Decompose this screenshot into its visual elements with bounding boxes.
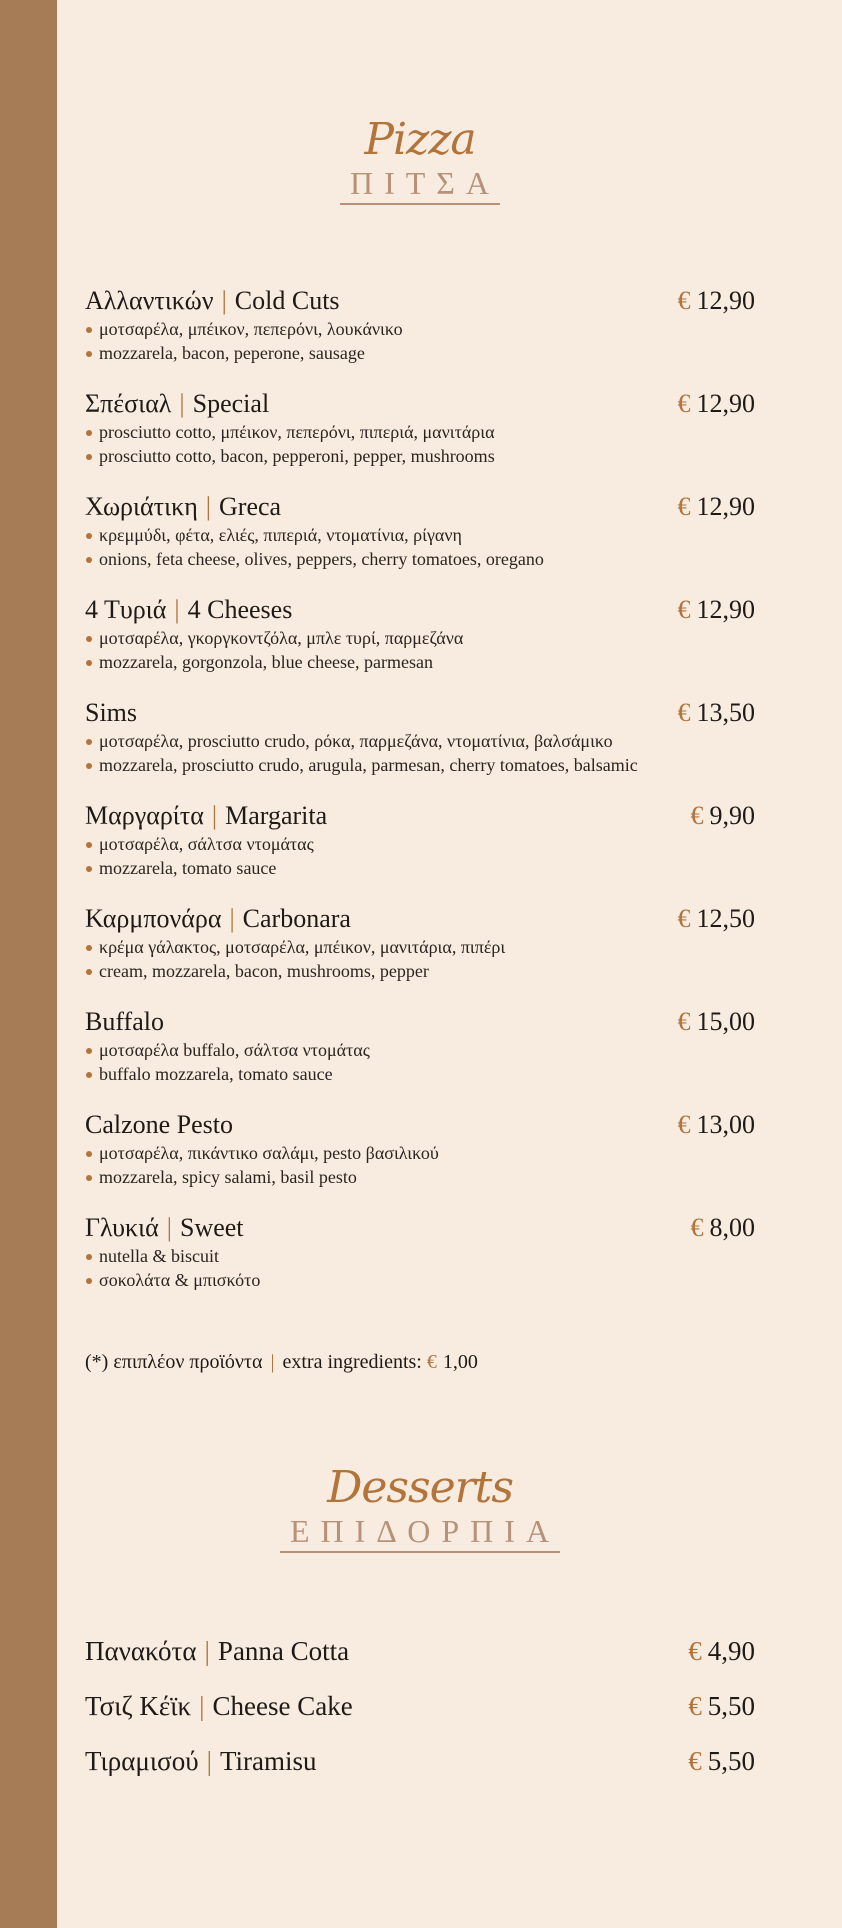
ingredient-list (85, 832, 755, 880)
price-value: 13,50 (696, 698, 755, 727)
pizza-item-name (85, 286, 340, 316)
pizza-item-name (85, 1110, 233, 1140)
pizza-item (85, 698, 755, 777)
ingredient-line: μοτσαρέλα, prosciutto crudo, ρόκα, παρμεζάνα, ντοματίνια, βαλσάμικο (85, 729, 755, 753)
pizza-item (85, 1110, 755, 1189)
pizza-item-price (678, 1110, 756, 1140)
desserts-item-header (85, 1746, 755, 1776)
item-name-english: Margarita (225, 801, 328, 830)
ingredient-line: κρέμα γάλακτος, μοτσαρέλα, μπέικον, μανιτάρια, πιπέρι (85, 935, 755, 959)
item-name-greek: Τιραμισού (85, 1746, 199, 1776)
item-name-english: Cheese Cake (212, 1691, 353, 1721)
pizza-item-name (85, 595, 292, 625)
name-separator: | (199, 1691, 205, 1721)
desserts-item-header (85, 1636, 755, 1666)
pizza-item (85, 492, 755, 571)
pizza-item-name (85, 492, 281, 522)
note-price: 1,00 (442, 1351, 478, 1373)
ingredient-list (85, 420, 755, 468)
item-name-greek: Γλυκιά (85, 1213, 159, 1242)
ingredient-line: μοτσαρέλα, γκοργκοντζόλα, μπλε τυρί, παρμεζάνα (85, 626, 755, 650)
ingredient-line: mozzarela, bacon, peperone, sausage (85, 341, 755, 365)
ingredient-line: μοτσαρέλα, σάλτσα ντομάτας (85, 832, 755, 856)
item-name-greek: Calzone Pesto (85, 1110, 234, 1139)
item-name-greek: Πανακότα (85, 1636, 197, 1666)
pizza-item-name (85, 698, 137, 728)
price-value: 4,90 (707, 1636, 755, 1666)
pizza-item-price (678, 698, 756, 728)
item-name-greek: Αλλαντικών (85, 286, 214, 315)
item-name-english: Sweet (179, 1213, 244, 1242)
pizza-item-price (678, 904, 756, 934)
euro-sign: € (688, 1691, 702, 1721)
euro-sign: € (677, 904, 691, 933)
item-name-greek: Σπέσιαλ (85, 389, 172, 418)
extra-ingredients-note (85, 1349, 755, 1375)
pizza-item-name (85, 801, 327, 831)
item-name-greek: Τσιζ Κέϊκ (85, 1691, 192, 1721)
pizza-script-title: Pizza (364, 114, 476, 165)
item-name-english: Special (192, 389, 270, 418)
ingredient-list (85, 935, 755, 983)
pizza-item-price (678, 595, 756, 625)
ingredient-line: μοτσαρέλα buffalo, σάλτσα ντομάτας (85, 1038, 755, 1062)
price-value: 12,90 (696, 286, 755, 315)
name-separator: | (221, 286, 227, 315)
item-name-english: Cold Cuts (234, 286, 340, 315)
name-separator: | (211, 801, 218, 830)
pizza-item-header (85, 492, 755, 522)
euro-sign: € (677, 389, 691, 418)
name-separator: | (206, 1746, 212, 1776)
name-separator: | (204, 1636, 210, 1666)
note-separator: | (270, 1351, 275, 1373)
item-name-greek: Sims (85, 698, 138, 727)
pizza-header (85, 114, 755, 205)
ingredient-list (85, 1038, 755, 1086)
name-separator: | (229, 904, 235, 933)
euro-sign: € (688, 1636, 702, 1666)
price-value: 5,50 (707, 1746, 755, 1776)
euro-sign: € (690, 801, 704, 830)
item-name-greek: Buffalo (85, 1007, 164, 1036)
price-value: 12,50 (696, 904, 755, 933)
pizza-item (85, 1213, 755, 1292)
ingredient-line: prosciutto cotto, bacon, pepperoni, pepper, mushrooms (85, 444, 755, 468)
desserts-item-price (688, 1746, 755, 1776)
pizza-item (85, 1007, 755, 1086)
item-name-greek: Μαργαρίτα (85, 801, 204, 830)
price-value: 9,90 (709, 801, 755, 830)
euro-sign: € (677, 1110, 691, 1139)
item-name-greek: Καρμπονάρα (85, 904, 222, 933)
item-name-english: Greca (219, 492, 282, 521)
desserts-item-price (688, 1691, 755, 1721)
ingredient-line: nutella & biscuit (85, 1244, 755, 1268)
pizza-item-name (85, 389, 269, 419)
ingredient-line: mozzarela, gorgonzola, blue cheese, parmesan (85, 650, 755, 674)
pizza-item-price (678, 389, 756, 419)
ingredient-line: mozzarela, tomato sauce (85, 856, 755, 880)
name-separator: | (166, 1213, 172, 1242)
ingredient-line: μοτσαρέλα, μπέικον, πεπερόνι, λουκάνικο (85, 317, 755, 341)
note-currency: € (426, 1351, 437, 1373)
pizza-item-header (85, 286, 755, 316)
ingredient-list (85, 1244, 755, 1292)
desserts-greek-title: ΕΠΙΔΟΡΠΙΑ (280, 1514, 560, 1553)
name-separator: | (174, 595, 180, 624)
pizza-item-price (691, 1213, 756, 1243)
ingredient-list (85, 523, 755, 571)
item-name-english: Panna Cotta (217, 1636, 350, 1666)
desserts-script-title: Desserts (327, 1462, 513, 1513)
pizza-item-header (85, 595, 755, 625)
euro-sign: € (677, 595, 691, 624)
ingredient-line: σοκολάτα & μπισκότο (85, 1268, 755, 1292)
pizza-item-name (85, 1213, 244, 1243)
price-value: 13,00 (696, 1110, 755, 1139)
price-value: 15,00 (696, 1007, 755, 1036)
euro-sign: € (677, 698, 691, 727)
pizza-item-name (85, 1007, 164, 1037)
pizza-item (85, 286, 755, 365)
pizza-item-header (85, 1007, 755, 1037)
ingredient-line: cream, mozzarela, bacon, mushrooms, pepper (85, 959, 755, 983)
side-bar (0, 0, 57, 1928)
item-name-english: Carbonara (242, 904, 351, 933)
price-value: 5,50 (707, 1691, 755, 1721)
desserts-item (85, 1746, 755, 1776)
pizza-item-price (678, 492, 756, 522)
pizza-item-price (678, 286, 756, 316)
price-value: 12,90 (696, 595, 755, 624)
note-suffix: extra ingredients: (282, 1351, 422, 1373)
desserts-item-name (85, 1636, 349, 1666)
ingredient-list (85, 1141, 755, 1189)
desserts-item (85, 1636, 755, 1666)
desserts-item-price (688, 1636, 755, 1666)
pizza-item-header (85, 1110, 755, 1140)
euro-sign: € (690, 1213, 704, 1242)
ingredient-line: μοτσαρέλα, πικάντικο σαλάμι, pesto βασιλικού (85, 1141, 755, 1165)
item-name-greek: Χωριάτικη (85, 492, 198, 521)
pizza-item-price (691, 801, 756, 831)
desserts-item-header (85, 1691, 755, 1721)
pizza-item-header (85, 1213, 755, 1243)
ingredient-list (85, 626, 755, 674)
pizza-item (85, 801, 755, 880)
item-name-greek: 4 Τυριά (85, 595, 167, 624)
desserts-item-name (85, 1691, 353, 1721)
price-value: 12,90 (696, 389, 755, 418)
euro-sign: € (677, 492, 691, 521)
euro-sign: € (688, 1746, 702, 1776)
pizza-greek-title: ΠΙΤΣΑ (340, 166, 500, 205)
item-name-english: Tiramisu (220, 1746, 317, 1776)
item-name-english: 4 Cheeses (187, 595, 293, 624)
ingredient-line: onions, feta cheese, olives, peppers, cherry tomatoes, oregano (85, 547, 755, 571)
ingredient-list (85, 729, 755, 777)
ingredient-list (85, 317, 755, 365)
desserts-item-name (85, 1746, 317, 1776)
euro-sign: € (677, 1007, 691, 1036)
ingredient-line: buffalo mozzarela, tomato sauce (85, 1062, 755, 1086)
pizza-item-price (678, 1007, 756, 1037)
pizza-item-header (85, 904, 755, 934)
pizza-item (85, 904, 755, 983)
pizza-item (85, 389, 755, 468)
pizza-item-header (85, 698, 755, 728)
euro-sign: € (677, 286, 691, 315)
pizza-item-header (85, 801, 755, 831)
price-value: 8,00 (709, 1213, 755, 1242)
ingredient-line: mozzarela, spicy salami, basil pesto (85, 1165, 755, 1189)
pizza-item (85, 595, 755, 674)
ingredient-line: prosciutto cotto, μπέικον, πεπερόνι, πιπεριά, μανιτάρια (85, 420, 755, 444)
ingredient-line: κρεμμύδι, φέτα, ελιές, πιπεριά, ντοματίνια, ρίγανη (85, 523, 755, 547)
pizza-item-name (85, 904, 351, 934)
desserts-item (85, 1691, 755, 1721)
note-prefix: (*) επιπλέον προϊόντα (85, 1351, 263, 1373)
name-separator: | (179, 389, 185, 418)
price-value: 12,90 (696, 492, 755, 521)
name-separator: | (205, 492, 212, 521)
ingredient-line: mozzarela, prosciutto crudo, arugula, parmesan, cherry tomatoes, balsamic (85, 753, 755, 777)
desserts-header (85, 1462, 755, 1553)
pizza-item-header (85, 389, 755, 419)
